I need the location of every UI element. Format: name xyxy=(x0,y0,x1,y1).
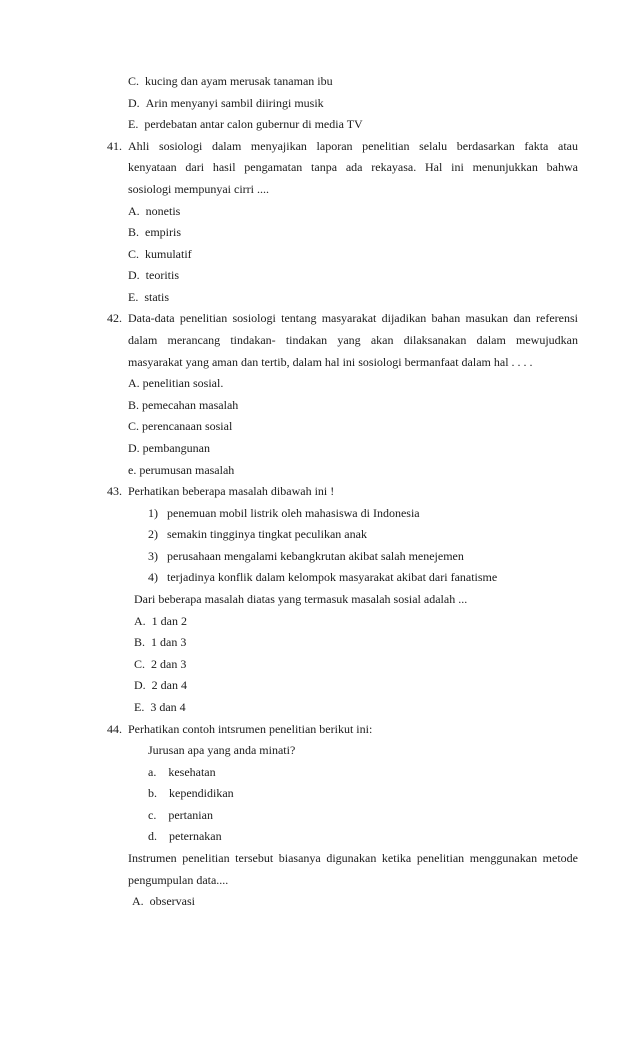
question-number: 43. xyxy=(107,484,122,498)
option-letter: B. xyxy=(128,225,140,239)
question-41-line-3: sosiologi mempunyai cirri .... xyxy=(128,182,269,196)
question-41-line-2: kenyataan dari hasil pengamatan tanpa ada rekayasa. Hal ini menunjukkan bahwa xyxy=(128,160,578,174)
option-c xyxy=(128,74,333,88)
item-text: pertanian xyxy=(168,808,213,822)
item-number: 4) xyxy=(148,570,158,584)
list-item xyxy=(148,549,464,563)
option-letter: E. xyxy=(128,117,139,131)
item-letter: d. xyxy=(148,829,157,843)
question-43-text: Dari beberapa masalah diatas yang termasuk masalah sosial adalah ... xyxy=(134,592,468,606)
question-44-line-2: pengumpulan data.... xyxy=(128,873,229,887)
option-letter: E. xyxy=(134,700,145,714)
item-text: kependidikan xyxy=(169,786,234,800)
q42-option-b: B. pemecahan masalah xyxy=(128,398,239,412)
question-44-line-1: Instrumen penelitian tersebut biasanya digunakan ketika penelitian menggunakan metode xyxy=(128,851,578,865)
option-text: empiris xyxy=(145,225,182,239)
item-text: kesehatan xyxy=(168,765,216,779)
question-41-line-1: Ahli sosiologi dalam menyajikan laporan penelitian selalu berdasarkan fakta atau xyxy=(128,139,578,153)
item-text: penemuan mobil listrik oleh mahasiswa di Indonesia xyxy=(167,506,420,520)
option-letter: D. xyxy=(134,678,146,692)
item-number: 1) xyxy=(148,506,158,520)
list-item xyxy=(148,765,216,779)
q42-option-a: A. penelitian sosial. xyxy=(128,376,224,390)
list-item xyxy=(148,570,497,584)
q42-option-c: C. perencanaan sosial xyxy=(128,419,233,433)
q42-option-d: D. pembangunan xyxy=(128,441,210,455)
question-44-stem: Perhatikan contoh intsrumen penelitian berikut ini: xyxy=(128,722,373,736)
option-letter: D. xyxy=(128,96,140,110)
option-letter: D. xyxy=(128,268,140,282)
q43-option-e xyxy=(134,700,186,714)
q41-option-b xyxy=(128,225,181,239)
option-text: 2 dan 4 xyxy=(151,678,187,692)
item-text: semakin tingginya tingkat peculikan anak xyxy=(167,527,367,541)
q41-option-d xyxy=(128,268,179,282)
item-letter: c. xyxy=(148,808,157,822)
option-text: teoritis xyxy=(145,268,179,282)
option-text: 2 dan 3 xyxy=(151,657,187,671)
option-text: 1 dan 3 xyxy=(151,635,187,649)
list-item xyxy=(148,506,420,520)
list-item xyxy=(148,808,213,822)
question-number: 44. xyxy=(107,722,122,736)
option-text: nonetis xyxy=(145,204,181,218)
list-item xyxy=(148,829,222,843)
item-text: terjadinya konflik dalam kelompok masyarakat akibat dari fanatisme xyxy=(167,570,498,584)
option-d xyxy=(128,96,324,110)
option-text: statis xyxy=(144,290,170,304)
item-number: 2) xyxy=(148,527,158,541)
option-letter: A. xyxy=(128,204,140,218)
option-letter: C. xyxy=(128,74,140,88)
question-42-line-1: Data-data penelitian sosiologi tentang masyarakat dijadikan bahan masukan dan referensi xyxy=(128,311,578,325)
q44-option-a xyxy=(132,894,195,908)
question-42-line-2: dalam merancang tindakan- tindakan yang akan dilaksanakan dalam mewujudkan xyxy=(128,333,578,347)
option-letter: B. xyxy=(134,635,146,649)
option-text: perdebatan antar calon gubernur di media TV xyxy=(144,117,363,131)
item-letter: a. xyxy=(148,765,157,779)
question-number: 41. xyxy=(107,139,122,153)
q41-option-a xyxy=(128,204,180,218)
item-text: perusahaan mengalami kebangkrutan akibat salah menejemen xyxy=(167,549,464,563)
q43-option-a xyxy=(134,614,187,628)
option-letter: C. xyxy=(128,247,140,261)
item-letter: b. xyxy=(148,786,157,800)
list-item xyxy=(148,786,234,800)
q42-option-e: e. perumusan masalah xyxy=(128,463,235,477)
q41-option-c xyxy=(128,247,192,261)
option-text: 3 dan 4 xyxy=(150,700,186,714)
option-letter: A. xyxy=(132,894,144,908)
question-43-stem: Perhatikan beberapa masalah dibawah ini ! xyxy=(128,484,335,498)
option-text: kumulatif xyxy=(145,247,192,261)
question-number: 42. xyxy=(107,311,122,325)
option-text: Arin menyanyi sambil diiringi musik xyxy=(145,96,324,110)
option-letter: C. xyxy=(134,657,146,671)
item-number: 3) xyxy=(148,549,158,563)
question-42-line-3: masyarakat yang aman dan tertib, dalam hal ini sosiologi bermanfaat dalam hal . . . . xyxy=(128,355,533,369)
q43-option-c xyxy=(134,657,186,671)
item-text: peternakan xyxy=(169,829,222,843)
option-letter: E. xyxy=(128,290,139,304)
option-letter: A. xyxy=(134,614,146,628)
q43-option-d xyxy=(134,678,187,692)
list-item xyxy=(148,527,367,541)
option-e xyxy=(128,117,363,131)
question-44-sub-question: Jurusan apa yang anda minati? xyxy=(148,743,296,757)
option-text: observasi xyxy=(149,894,195,908)
q43-option-b xyxy=(134,635,186,649)
q41-option-e xyxy=(128,290,169,304)
option-text: 1 dan 2 xyxy=(151,614,187,628)
option-text: kucing dan ayam merusak tanaman ibu xyxy=(145,74,333,88)
